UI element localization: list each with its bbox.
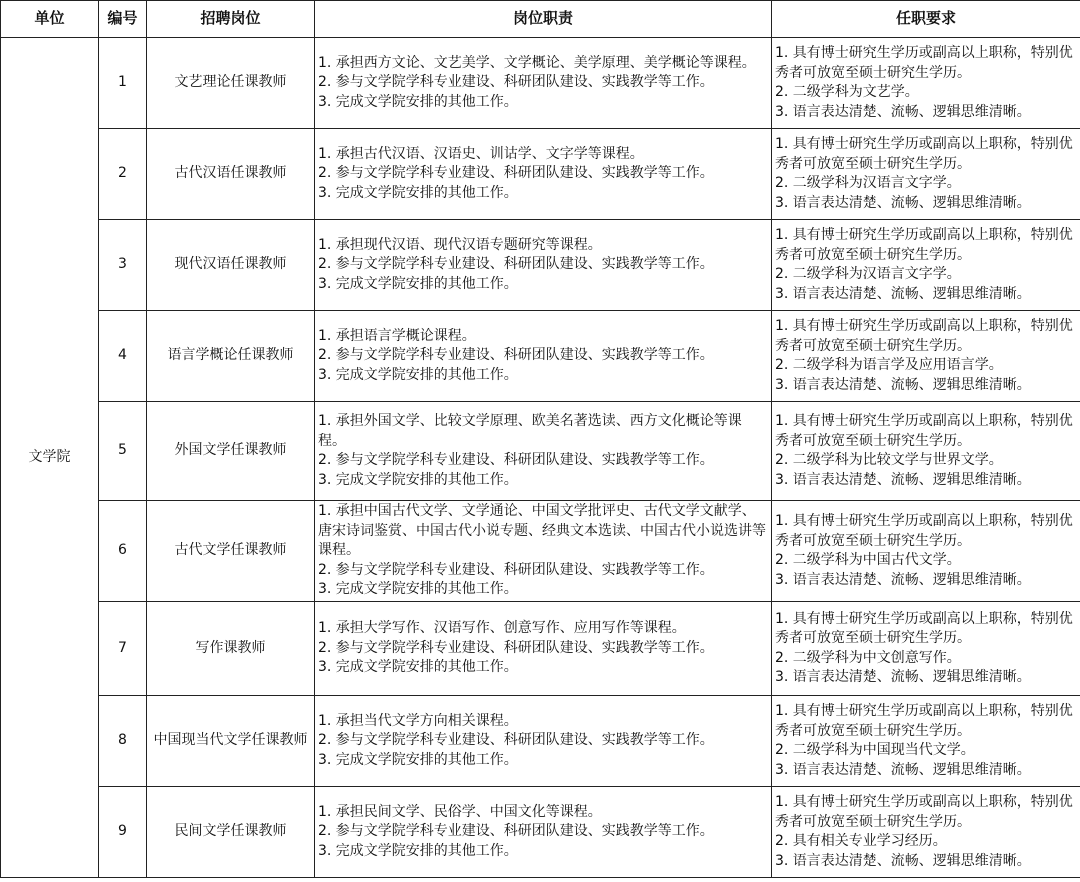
requirements-cell bbox=[772, 38, 1080, 129]
requirement-item: 2. 二级学科为汉语言文字学。 bbox=[775, 266, 961, 282]
requirement-item: 1. 具有博士研究生学历或副高以上职称，特别优秀者可放宽至硕士研究生学历。 bbox=[775, 136, 1073, 172]
requirement-item: 1. 具有博士研究生学历或副高以上职称，特别优秀者可放宽至硕士研究生学历。 bbox=[775, 45, 1073, 81]
duty-item: 2. 参与文学院学科专业建设、科研团队建设、实践教学等工作。 bbox=[318, 347, 714, 364]
requirement-item: 3. 语言表达清楚、流畅、逻辑思维清晰。 bbox=[775, 194, 1031, 211]
requirement-item: 2. 二级学科为中国现当代文学。 bbox=[775, 742, 975, 758]
table-row bbox=[1, 311, 1080, 402]
requirement-item: 2. 二级学科为中文创意写作。 bbox=[775, 649, 961, 666]
requirement-item: 1. 具有博士研究生学历或副高以上职称，特别优秀者可放宽至硕士研究生学历。 bbox=[775, 794, 1073, 830]
header-position: 招聘岗位 bbox=[147, 1, 315, 38]
duty-item: 3. 完成文学院安排的其他工作。 bbox=[318, 659, 518, 676]
header-row bbox=[1, 1, 1080, 38]
requirements-cell bbox=[772, 602, 1080, 696]
row-number: 4 bbox=[99, 311, 147, 402]
duty-item: 1. 承担古代汉语、汉语史、训诂学、文字学等课程。 bbox=[318, 145, 644, 162]
row-number: 2 bbox=[99, 129, 147, 220]
duty-item: 3. 完成文学院安排的其他工作。 bbox=[318, 93, 518, 110]
row-number: 1 bbox=[99, 38, 147, 129]
header-number: 编号 bbox=[99, 1, 147, 38]
duties-cell bbox=[315, 402, 772, 501]
requirement-item: 3. 语言表达清楚、流畅、逻辑思维清晰。 bbox=[775, 103, 1031, 120]
row-number: 3 bbox=[99, 220, 147, 311]
duties-cell bbox=[315, 311, 772, 402]
requirement-item: 2. 二级学科为语言学及应用语言学。 bbox=[775, 357, 1003, 373]
duty-item: 3. 完成文学院安排的其他工作。 bbox=[318, 471, 518, 488]
table-row bbox=[1, 129, 1080, 220]
requirement-item: 2. 二级学科为汉语言文字学。 bbox=[775, 175, 961, 191]
duty-item: 2. 参与文学院学科专业建设、科研团队建设、实践教学等工作。 bbox=[318, 561, 714, 578]
row-number: 5 bbox=[99, 402, 147, 501]
header-duties: 岗位职责 bbox=[315, 1, 772, 38]
table-row bbox=[1, 38, 1080, 129]
row-number: 9 bbox=[99, 787, 147, 878]
table-row bbox=[1, 787, 1080, 878]
duties-cell bbox=[315, 129, 772, 220]
position-title: 写作课教师 bbox=[147, 602, 315, 696]
requirement-item: 2. 二级学科为文艺学。 bbox=[775, 84, 919, 100]
requirement-item: 1. 具有博士研究生学历或副高以上职称，特别优秀者可放宽至硕士研究生学历。 bbox=[775, 610, 1073, 646]
requirement-item: 3. 语言表达清楚、流畅、逻辑思维清晰。 bbox=[775, 761, 1031, 778]
position-title: 古代文学任课教师 bbox=[147, 501, 315, 602]
duty-item: 2. 参与文学院学科专业建设、科研团队建设、实践教学等工作。 bbox=[318, 452, 714, 468]
duty-item: 3. 完成文学院安排的其他工作。 bbox=[318, 842, 518, 859]
duties-cell bbox=[315, 38, 772, 129]
duty-item: 3. 完成文学院安排的其他工作。 bbox=[318, 581, 518, 598]
row-number: 6 bbox=[99, 501, 147, 602]
duty-item: 3. 完成文学院安排的其他工作。 bbox=[318, 275, 518, 292]
duty-item: 2. 参与文学院学科专业建设、科研团队建设、实践教学等工作。 bbox=[318, 639, 714, 656]
duty-item: 2. 参与文学院学科专业建设、科研团队建设、实践教学等工作。 bbox=[318, 256, 714, 273]
requirement-item: 1. 具有博士研究生学历或副高以上职称，特别优秀者可放宽至硕士研究生学历。 bbox=[775, 413, 1073, 449]
requirements-cell bbox=[772, 501, 1080, 602]
duty-item: 2. 参与文学院学科专业建设、科研团队建设、实践教学等工作。 bbox=[318, 732, 714, 749]
position-title: 外国文学任课教师 bbox=[147, 402, 315, 501]
requirement-item: 1. 具有博士研究生学历或副高以上职称，特别优秀者可放宽至硕士研究生学历。 bbox=[775, 318, 1073, 354]
requirements-cell bbox=[772, 311, 1080, 402]
requirement-item: 2. 具有相关专业学习经历。 bbox=[775, 833, 947, 849]
duty-item: 1. 承担外国文学、比较文学原理、欧美名著选读、西方文化概论等课程。 bbox=[318, 413, 742, 449]
duty-item: 3. 完成文学院安排的其他工作。 bbox=[318, 751, 518, 768]
position-title: 古代汉语任课教师 bbox=[147, 129, 315, 220]
header-requirements: 任职要求 bbox=[772, 1, 1080, 38]
duties-cell bbox=[315, 787, 772, 878]
table-row bbox=[1, 602, 1080, 696]
duty-item: 1. 承担西方文论、文艺美学、文学概论、美学原理、美学概论等课程。 bbox=[318, 54, 756, 71]
requirement-item: 3. 语言表达清楚、流畅、逻辑思维清晰。 bbox=[775, 285, 1031, 302]
table-row bbox=[1, 402, 1080, 501]
duty-item: 1. 承担中国古代文学、文学通论、中国文学批评史、古代文学文献学、唐宋诗词鉴赏、中国古代小说专题、经典文本选读、中国古代小说选讲等课程。 bbox=[318, 503, 766, 559]
duty-item: 1. 承担大学写作、汉语写作、创意写作、应用写作等课程。 bbox=[318, 620, 686, 637]
table-body bbox=[1, 38, 1080, 878]
table-row bbox=[1, 696, 1080, 787]
unit-cell: 文学院 bbox=[1, 38, 99, 878]
requirement-item: 1. 具有博士研究生学历或副高以上职称，特别优秀者可放宽至硕士研究生学历。 bbox=[775, 513, 1073, 549]
row-number: 8 bbox=[99, 696, 147, 787]
position-title: 民间文学任课教师 bbox=[147, 787, 315, 878]
duty-item: 1. 承担当代文学方向相关课程。 bbox=[318, 712, 518, 729]
table-row bbox=[1, 501, 1080, 602]
requirements-cell bbox=[772, 129, 1080, 220]
requirement-item: 3. 语言表达清楚、流畅、逻辑思维清晰。 bbox=[775, 669, 1031, 685]
requirement-item: 2. 二级学科为比较文学与世界文学。 bbox=[775, 452, 1003, 468]
requirements-cell bbox=[772, 696, 1080, 787]
duty-item: 1. 承担现代汉语、现代汉语专题研究等课程。 bbox=[318, 236, 602, 253]
row-number: 7 bbox=[99, 602, 147, 696]
requirement-item: 3. 语言表达清楚、流畅、逻辑思维清晰。 bbox=[775, 376, 1031, 393]
requirement-item: 2. 二级学科为中国古代文学。 bbox=[775, 552, 961, 568]
requirement-item: 3. 语言表达清楚、流畅、逻辑思维清晰。 bbox=[775, 852, 1031, 869]
table-row bbox=[1, 220, 1080, 311]
duties-cell bbox=[315, 220, 772, 311]
requirement-item: 1. 具有博士研究生学历或副高以上职称，特别优秀者可放宽至硕士研究生学历。 bbox=[775, 703, 1073, 739]
position-title: 中国现当代文学任课教师 bbox=[147, 696, 315, 787]
duties-cell bbox=[315, 602, 772, 696]
requirement-item: 3. 语言表达清楚、流畅、逻辑思维清晰。 bbox=[775, 571, 1031, 588]
duty-item: 2. 参与文学院学科专业建设、科研团队建设、实践教学等工作。 bbox=[318, 165, 714, 182]
duty-item: 2. 参与文学院学科专业建设、科研团队建设、实践教学等工作。 bbox=[318, 823, 714, 840]
header-unit: 单位 bbox=[1, 1, 99, 38]
position-title: 语言学概论任课教师 bbox=[147, 311, 315, 402]
duty-item: 2. 参与文学院学科专业建设、科研团队建设、实践教学等工作。 bbox=[318, 74, 714, 91]
duties-cell bbox=[315, 696, 772, 787]
duty-item: 3. 完成文学院安排的其他工作。 bbox=[318, 366, 518, 383]
requirements-cell bbox=[772, 402, 1080, 501]
requirement-item: 3. 语言表达清楚、流畅、逻辑思维清晰。 bbox=[775, 471, 1031, 488]
duty-item: 3. 完成文学院安排的其他工作。 bbox=[318, 184, 518, 201]
position-title: 文艺理论任课教师 bbox=[147, 38, 315, 129]
duty-item: 1. 承担民间文学、民俗学、中国文化等课程。 bbox=[318, 803, 602, 820]
requirement-item: 1. 具有博士研究生学历或副高以上职称，特别优秀者可放宽至硕士研究生学历。 bbox=[775, 227, 1073, 263]
duties-cell bbox=[315, 501, 772, 602]
requirements-cell bbox=[772, 220, 1080, 311]
duty-item: 1. 承担语言学概论课程。 bbox=[318, 327, 476, 344]
requirements-cell bbox=[772, 787, 1080, 878]
position-title: 现代汉语任课教师 bbox=[147, 220, 315, 311]
